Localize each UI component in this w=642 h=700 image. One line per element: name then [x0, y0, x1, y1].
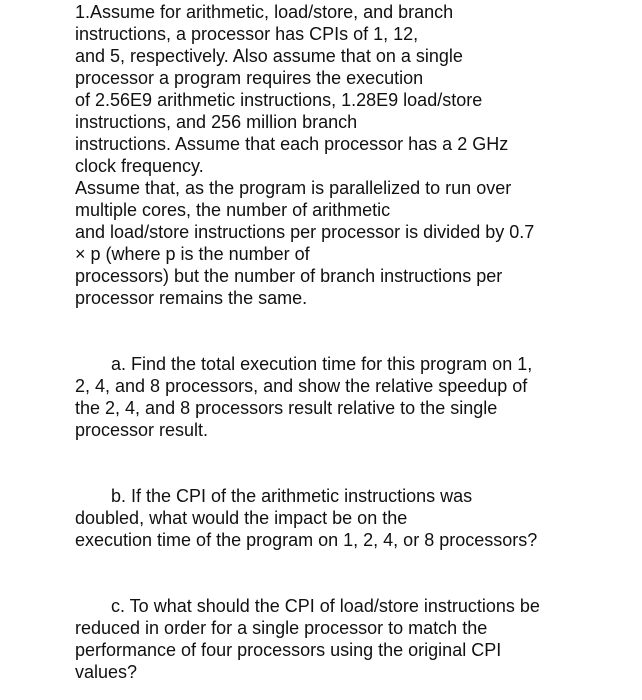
part-c — [75, 595, 635, 683]
part-b-line: doubled, what would the impact be on the — [75, 508, 408, 528]
intro-line: instructions, and 256 million branch — [75, 112, 358, 132]
intro-line: × p (where p is the number of — [75, 244, 310, 264]
intro-line: instructions. Assume that each processor has a 2 GHz — [75, 134, 509, 154]
intro-line: and 5, respectively. Also assume that on a single — [75, 46, 463, 66]
intro-line: Assume that, as the program is parallelized to run over — [75, 178, 512, 198]
part-b-line: b. If the CPI of the arithmetic instructions was — [111, 486, 473, 506]
part-a-line: a. Find the total execution time for this program on 1, — [111, 354, 533, 374]
spacer — [75, 309, 635, 353]
intro-line: processors) but the number of branch instructions per — [75, 266, 503, 286]
part-c-line: c. To what should the CPI of load/store instructions be — [111, 596, 540, 616]
part-a-line: the 2, 4, and 8 processors result relative to the single — [75, 398, 498, 418]
part-a — [75, 353, 635, 441]
question-document — [75, 0, 635, 683]
part-a-line: 2, 4, and 8 processors, and show the relative speedup of — [75, 376, 528, 396]
part-b — [75, 485, 635, 551]
intro-line: multiple cores, the number of arithmetic — [75, 200, 391, 220]
part-a-line: processor result. — [75, 420, 209, 440]
part-c-line: performance of four processors using the original CPI — [75, 640, 502, 660]
part-b-line: execution time of the program on 1, 2, 4, or 8 processors? — [75, 530, 538, 550]
spacer — [75, 551, 635, 595]
part-c-line: values? — [75, 662, 138, 682]
intro-line: processor remains the same. — [75, 288, 308, 308]
intro-line: clock frequency. — [75, 156, 204, 176]
question-intro — [75, 0, 635, 309]
intro-line: processor a program requires the execution — [75, 68, 424, 88]
intro-line: instructions, a processor has CPIs of 1, 12, — [75, 24, 419, 44]
intro-line: 1.Assume for arithmetic, load/store, and branch — [75, 2, 454, 22]
intro-line: and load/store instructions per processor is divided by 0.7 — [75, 222, 535, 242]
spacer — [75, 441, 635, 485]
part-c-line: reduced in order for a single processor to match the — [75, 618, 488, 638]
intro-line: of 2.56E9 arithmetic instructions, 1.28E9 load/store — [75, 90, 483, 110]
